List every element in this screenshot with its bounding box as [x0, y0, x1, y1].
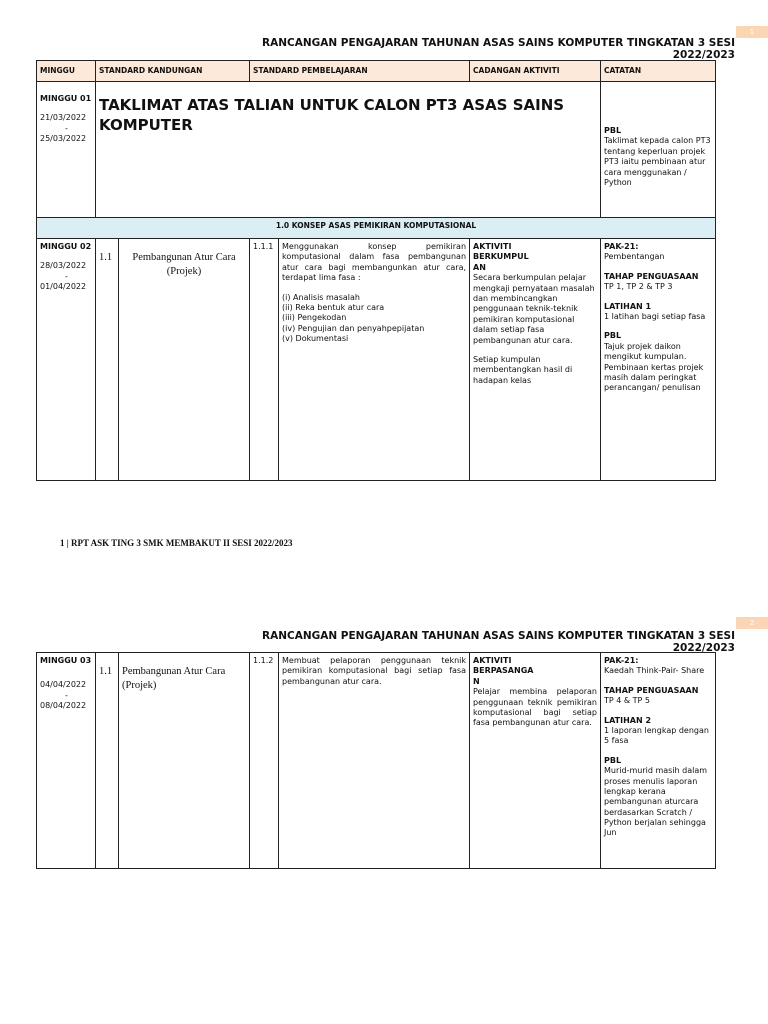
- phase-item: (ii) Reka bentuk atur cara: [282, 302, 385, 312]
- pak21-heading: PAK-21:: [604, 242, 639, 251]
- table-header-row: [37, 61, 716, 82]
- week-cell: [37, 653, 96, 869]
- pak21-value: Pembentangan: [604, 252, 665, 262]
- activity-heading: AKTIVITI: [473, 242, 512, 251]
- date-dash: -: [65, 690, 68, 700]
- briefing-banner-cell: [96, 82, 601, 218]
- activity-heading: BERPASANGA: [473, 666, 534, 676]
- briefing-banner: TAKLIMAT ATAS TALIAN UNTUK CALON PT3 ASAS SAINS KOMPUTER: [99, 96, 565, 134]
- pbl-note: Murid-murid masih dalam proses menulis laporan lengkap kerana pembangunan aturcara berdasarkan Scratch / Python berjalan sehingga Jun: [604, 766, 708, 838]
- exercise-heading: LATIHAN 1: [604, 301, 652, 311]
- header-cadangan-aktiviti: CADANGAN AKTIVITI: [470, 61, 601, 82]
- plan-table-page-1: [36, 60, 716, 481]
- week-label: MINGGU 02: [40, 242, 92, 251]
- date-dash: -: [65, 123, 68, 133]
- date-dash: -: [65, 271, 68, 281]
- activity-cell: [470, 239, 601, 481]
- exercise-value: 1 laporan lengkap dengan 5 fasa: [604, 725, 709, 746]
- date-end: 08/04/2022: [40, 701, 87, 711]
- pbl-heading: PBL: [604, 331, 622, 341]
- pbl-heading: PBL: [604, 126, 622, 135]
- mastery-level-heading: TAHAP PENGUASAAN: [604, 271, 699, 281]
- notes-cell: [601, 653, 716, 869]
- notes-cell: [601, 82, 716, 218]
- activity-heading: AKTIVITI: [473, 656, 512, 665]
- content-standard-number: 1.1: [96, 239, 119, 481]
- date-end: 25/03/2022: [40, 134, 87, 144]
- pbl-note: Taklimat kepada calon PT3 tentang keperluan projek PT3 iaitu pembinaan atur cara menggunakan / Python: [604, 136, 711, 187]
- activity-heading: AN: [473, 262, 486, 272]
- mastery-level-value: TP 4 & TP 5: [604, 696, 651, 706]
- pak21-heading: PAK-21:: [604, 656, 639, 665]
- pak21-value: Kaedah Think-Pair- Share: [604, 666, 705, 676]
- content-standard-text: Pembangunan Atur Cara (Projek): [119, 239, 250, 481]
- week-label: MINGGU 03: [40, 656, 92, 665]
- table-row: [37, 239, 716, 481]
- date-end: 01/04/2022: [40, 282, 87, 292]
- learning-standard-text: Menggunakan konsep pemikiran komputasional dalam fasa pembangunan atur cara bagi membangunkan atur cara, terdapat lima fasa :: [282, 242, 467, 283]
- mastery-level-heading: TAHAP PENGUASAAN: [604, 685, 699, 695]
- phase-item: (i) Analisis masalah: [282, 292, 360, 302]
- header-catatan: CATATAN: [601, 61, 716, 82]
- pbl-note: Tajuk projek daikon mengikut kumpulan. Pembinaan kertas projek masih dalam peringkat perancangan/ penulisan: [604, 341, 704, 393]
- phase-item: (iii) Pengekodan: [282, 313, 347, 323]
- date-start: 21/03/2022: [40, 113, 87, 123]
- exercise-value: 1 latihan bagi setiap fasa: [604, 311, 706, 321]
- notes-cell: [601, 239, 716, 481]
- section-heading-row: [37, 218, 716, 239]
- phase-item: (iv) Pengujian dan penyahpepijatan: [282, 323, 425, 333]
- activity-description: Secara berkumpulan pelajar mengkaji pernyataan masalah dan membincangkan penggunaan teknik-teknik pemikiran komputasional dalam setiap fasa pembangunan atur cara.: [473, 273, 595, 345]
- header-minggu: MINGGU: [37, 61, 96, 82]
- page-number-badge: 1: [736, 26, 768, 38]
- activity-description: Setiap kumpulan membentangkan hasil di hadapan kelas: [473, 354, 573, 385]
- week-cell: [37, 239, 96, 481]
- mastery-level-value: TP 1, TP 2 & TP 3: [604, 282, 673, 292]
- learning-standard-number: 1.1.2: [250, 653, 279, 869]
- document-title: RANCANGAN PENGAJARAN TAHUNAN ASAS SAINS KOMPUTER TINGKATAN 3 SESI 2022/2023: [261, 630, 735, 654]
- phase-item: (v) Dokumentasi: [282, 334, 349, 344]
- learning-standard-text: Membuat pelaporan penggunaan teknik pemikiran komputasional bagi setiap fasa pembangunan atur cara.: [279, 653, 470, 869]
- week-label: MINGGU 01: [40, 94, 92, 103]
- week-cell: [37, 82, 96, 218]
- page-number-badge: 2: [736, 617, 768, 629]
- content-standard-text: Pembangunan Atur Cara (Projek): [119, 653, 250, 869]
- table-row: [37, 653, 716, 869]
- exercise-heading: LATIHAN 2: [604, 715, 652, 725]
- header-standard-pembelajaran: STANDARD PEMBELAJARAN: [250, 61, 470, 82]
- page-footer: 1 | RPT ASK TING 3 SMK MEMBAKUT II SESI 2022/2023: [60, 538, 293, 548]
- plan-table-page-2: [36, 652, 716, 869]
- date-start: 28/03/2022: [40, 261, 87, 271]
- activity-heading: BERKUMPUL: [473, 252, 529, 262]
- content-standard-number: 1.1: [96, 653, 119, 869]
- table-row: [37, 82, 716, 218]
- learning-standard-cell: [279, 239, 470, 481]
- learning-standard-number: 1.1.1: [250, 239, 279, 481]
- document-title: RANCANGAN PENGAJARAN TAHUNAN ASAS SAINS KOMPUTER TINGKATAN 3 SESI 2022/2023: [261, 37, 735, 61]
- pbl-heading: PBL: [604, 755, 622, 765]
- date-start: 04/04/2022: [40, 680, 87, 690]
- activity-heading: N: [473, 676, 480, 686]
- section-heading: 1.0 KONSEP ASAS PEMIKIRAN KOMPUTASIONAL: [37, 218, 716, 239]
- activity-description: Pelajar membina pelaporan penggunaan teknik pemikiran komputasional bagi setiap fasa pembangunan atur cara.: [473, 687, 597, 728]
- activity-cell: [470, 653, 601, 869]
- header-standard-kandungan: STANDARD KANDUNGAN: [96, 61, 250, 82]
